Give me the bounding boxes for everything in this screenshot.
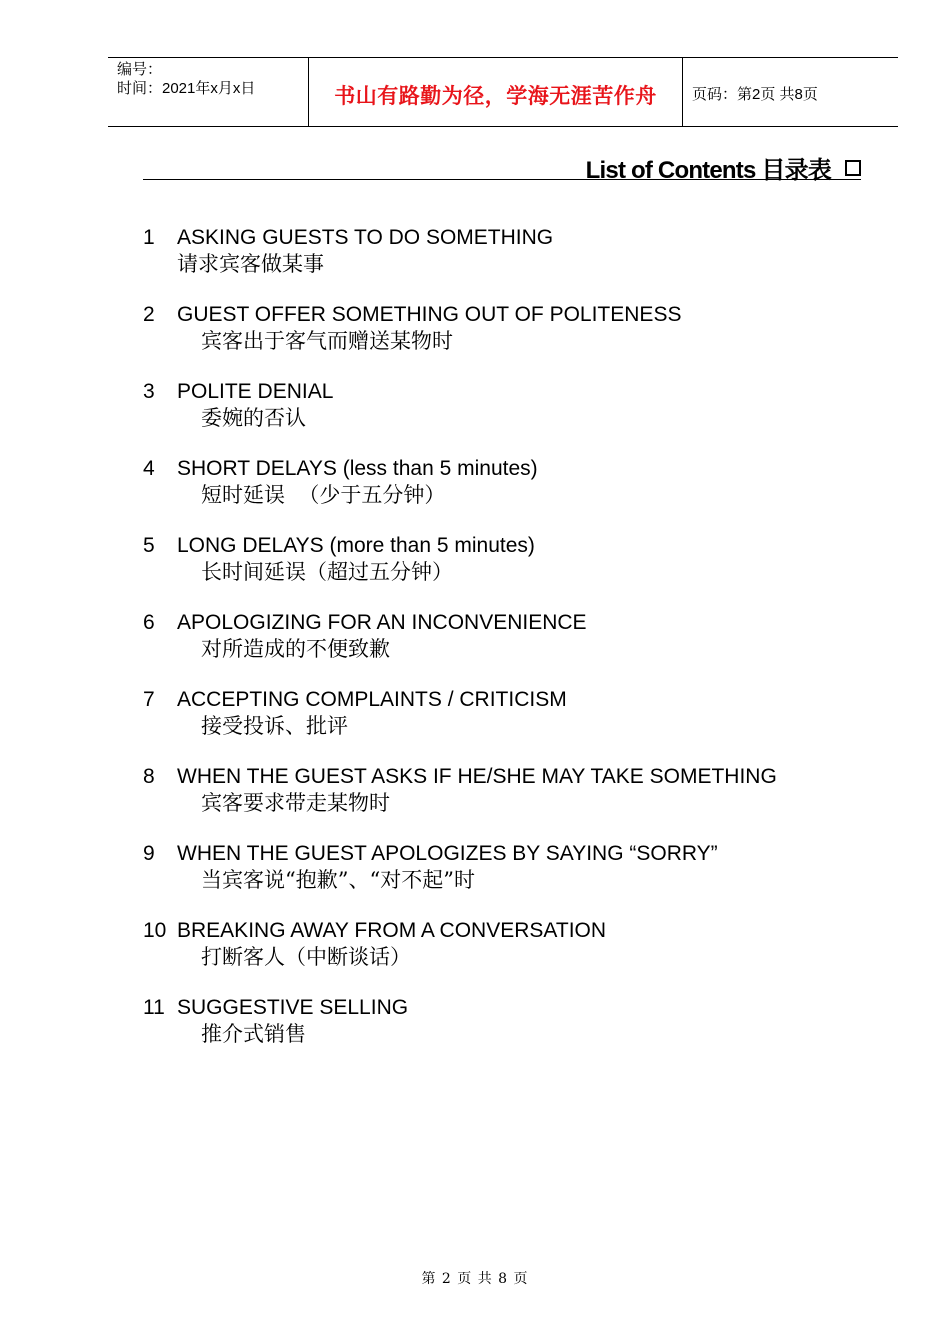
page-title-text: List of Contents 目录表 bbox=[585, 157, 831, 184]
toc-item bbox=[143, 687, 883, 764]
header-info-cell bbox=[108, 58, 309, 126]
motto: 书山有路勤为径，学海无涯苦作舟 bbox=[334, 83, 657, 108]
toc-chinese-title: 请求宾客做某事 bbox=[177, 252, 324, 276]
time-label: 时间：2021年x月x日 bbox=[117, 80, 256, 97]
page-footer: 第 2 页 共 8 页 bbox=[421, 1271, 529, 1287]
toc-number: 3 bbox=[143, 380, 155, 403]
toc-chinese-title: 短时延误 （少于五分钟） bbox=[201, 483, 446, 507]
toc-number: 10 bbox=[143, 919, 167, 942]
title-rule bbox=[143, 148, 861, 184]
toc-number: 9 bbox=[143, 842, 155, 865]
toc-chinese-title: 接受投诉、批评 bbox=[201, 714, 348, 738]
toc-chinese-title: 当宾客说“抱歉”、“对不起”时 bbox=[201, 868, 475, 892]
serial-label: 编号： bbox=[117, 61, 163, 78]
toc-english-title: WHEN THE GUEST ASKS IF HE/SHE MAY TAKE SOMETHING bbox=[177, 765, 777, 788]
toc-english-title: SHORT DELAYS (less than 5 minutes) bbox=[177, 457, 538, 480]
toc-number: 8 bbox=[143, 765, 155, 788]
page-info: 页码：第2页 共8页 bbox=[692, 86, 818, 103]
toc-chinese-title: 打断客人（中断谈话） bbox=[201, 945, 411, 969]
toc-chinese-title: 委婉的否认 bbox=[201, 406, 306, 430]
toc-english-title: GUEST OFFER SOMETHING OUT OF POLITENESS bbox=[177, 303, 682, 326]
toc-english-title: WHEN THE GUEST APOLOGIZES BY SAYING “SORRY” bbox=[177, 842, 718, 865]
toc-number: 1 bbox=[143, 226, 155, 249]
toc-english-title: BREAKING AWAY FROM A CONVERSATION bbox=[177, 919, 607, 942]
toc-english-title: LONG DELAYS (more than 5 minutes) bbox=[177, 534, 535, 557]
toc-item bbox=[143, 225, 883, 302]
toc-chinese-title: 宾客要求带走某物时 bbox=[201, 791, 390, 815]
toc-item bbox=[143, 456, 883, 533]
toc-item bbox=[143, 764, 883, 841]
header-motto-cell bbox=[309, 58, 683, 126]
toc-number: 4 bbox=[143, 457, 155, 480]
toc-english-title: ASKING GUESTS TO DO SOMETHING bbox=[177, 226, 554, 249]
toc-item bbox=[143, 533, 883, 610]
toc-item bbox=[143, 841, 883, 918]
table-of-contents bbox=[143, 225, 883, 1072]
toc-item bbox=[143, 379, 883, 456]
toc-item bbox=[143, 995, 883, 1072]
toc-number: 7 bbox=[143, 688, 155, 711]
toc-number: 2 bbox=[143, 303, 155, 326]
toc-chinese-title: 宾客出于客气而赠送某物时 bbox=[201, 329, 453, 353]
toc-chinese-title: 对所造成的不便致歉 bbox=[201, 637, 390, 661]
toc-english-title: POLITE DENIAL bbox=[177, 380, 334, 403]
toc-item bbox=[143, 918, 883, 995]
toc-english-title: ACCEPTING COMPLAINTS / CRITICISM bbox=[177, 688, 567, 711]
toc-chinese-title: 长时间延误（超过五分钟） bbox=[201, 560, 453, 584]
toc-item bbox=[143, 302, 883, 379]
toc-number: 6 bbox=[143, 611, 155, 634]
toc-item bbox=[143, 610, 883, 687]
checkbox-square-icon bbox=[845, 160, 861, 176]
header-table bbox=[108, 57, 898, 127]
toc-english-title: SUGGESTIVE SELLING bbox=[177, 996, 409, 1019]
toc-number: 11 bbox=[143, 996, 165, 1019]
toc-english-title: APOLOGIZING FOR AN INCONVENIENCE bbox=[177, 611, 587, 634]
toc-number: 5 bbox=[143, 534, 155, 557]
page-title bbox=[586, 150, 861, 185]
header-page-cell bbox=[683, 58, 898, 126]
toc-chinese-title: 推介式销售 bbox=[201, 1022, 306, 1046]
